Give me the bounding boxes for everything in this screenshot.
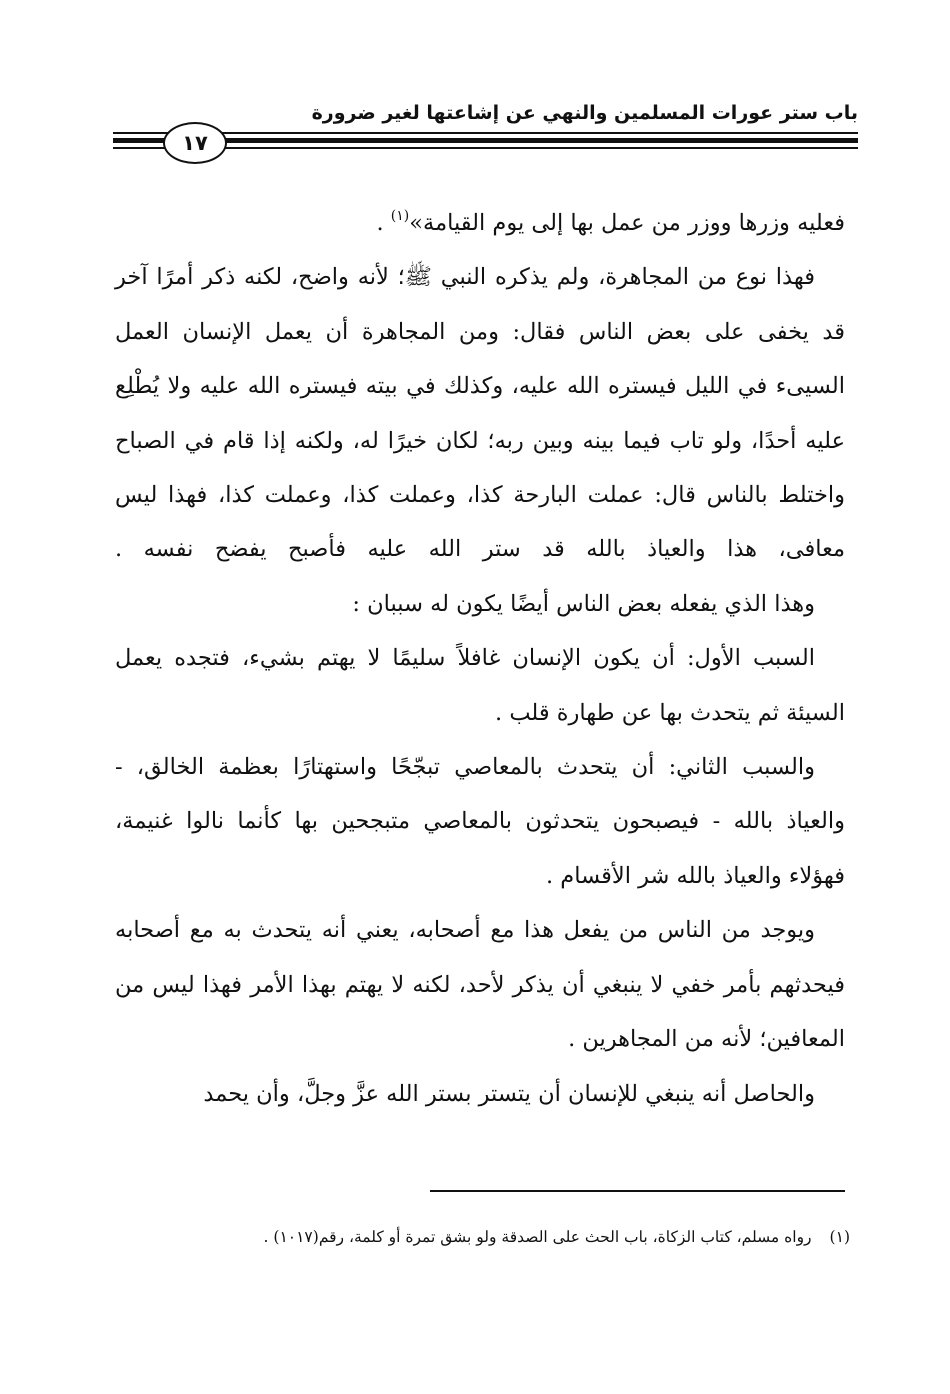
page-number-badge	[163, 122, 227, 164]
paragraph-1-end: .	[376, 210, 391, 236]
paragraph-7: والحاصل أنه ينبغي للإنسان أن يتستر بستر الله عزَّ وجلَّ، وأن يحمد	[203, 1080, 815, 1107]
paragraph-6: ويوجد من الناس من يفعل هذا مع أصحابه، يعني أنه يتحدث به مع أصحابه فيحدثهم بأمر خفي لا ينبغي أن يذكر لأحد، لكنه لا يهتم بهذا الأمر فهذا ليس من المعافين؛ لأنه من المجاهرين .	[115, 917, 845, 1053]
paragraph-2: فهذا نوع من المجاهرة، ولم يذكره النبي ﷺ؛ لأنه واضح، لكنه ذكر أمرًا آخر قد يخفى على بعض الناس فقال: ومن المجاهرة أن يعمل الإنسان العمل السيىء في الليل فيستره الله عليه، وكذلك في بيته فيستره الله عليه ولا يُطْلِع عليه أحدًا، ولو تاب فيما بينه وبين ربه؛ لكان خيرًا له، ولكنه إذا قام في الصباح واختلط بالناس قال: عملت البارحة كذا، وعملت كذا، وعملت كذا، فهذا ليس معافى، هذا والعياذ بالله قد ستر الله عليه فأصبح يفضح نفسه .	[115, 264, 845, 563]
footnote-separator	[430, 1190, 845, 1192]
paragraph-1	[115, 196, 845, 250]
page-body	[115, 196, 845, 1121]
paragraph-4: السبب الأول: أن يكون الإنسان غافلاً سليمًا لا يهتم بشيء، فتجده يعمل السيئة ثم يتحدث بها عن طهارة قلب .	[115, 645, 845, 726]
paragraph-1-text: فعليه وزرها ووزر من عمل بها إلى يوم القيامة»	[409, 210, 845, 236]
footnote	[120, 1222, 850, 1252]
footnote-text: رواه مسلم، كتاب الزكاة، باب الحث على الصدقة ولو بشق تمرة أو كلمة، رقم(١٠١٧) .	[263, 1228, 812, 1246]
page-number: ١٧	[182, 131, 208, 155]
footnote-number: (١)	[829, 1228, 850, 1246]
paragraph-5: والسبب الثاني: أن يتحدث بالمعاصي تبجّحًا واستهتارًا بعظمة الخالق، - والعياذ بالله - فيصبحون يتحدثون بالمعاصي متبجحين بها كأنما نالوا غنيمة، فهؤلاء والعياذ بالله شر الأقسام .	[115, 754, 845, 889]
running-header-title: باب ستر عورات المسلمين والنهي عن إشاعتها لغير ضرورة	[311, 102, 858, 124]
paragraph-3: وهذا الذي يفعله بعض الناس أيضًا يكون له سببان :	[352, 590, 815, 617]
footnote-reference: (١)	[390, 208, 410, 224]
header-rule-thin	[113, 132, 858, 134]
